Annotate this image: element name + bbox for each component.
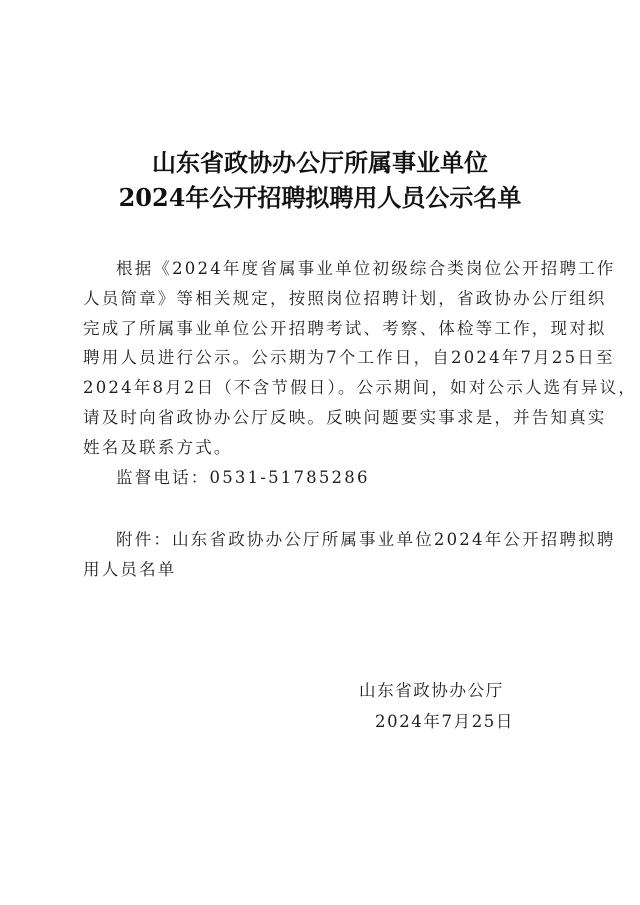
spacer bbox=[83, 492, 559, 525]
body-line-3: 完成了所属事业单位公开招聘考试、考察、体检等工作，现对拟 bbox=[83, 318, 607, 338]
attachment-line-2: 用人员名单 bbox=[83, 560, 177, 580]
title-line-2: 2024年公开招聘拟聘用人员公示名单 bbox=[118, 183, 522, 212]
body-line-2: 人员简章》等相关规定，按照岗位招聘计划，省政协办公厅组织 bbox=[83, 288, 607, 308]
signature-organization: 山东省政协办公厅 bbox=[359, 681, 504, 700]
body-line-1: 根据《2024年度省属事业单位初级综合类岗位公开招聘工作 bbox=[116, 259, 616, 278]
body-line-5: 2024年8月2日（不含节假日）。公示期间，如对公示人选有异议， bbox=[83, 378, 638, 398]
supervision-phone: 监督电话：0531-51785286 bbox=[116, 467, 370, 487]
document-title bbox=[0, 145, 640, 215]
signature-date: 2024年7月25日 bbox=[375, 712, 514, 731]
document-body bbox=[83, 254, 638, 585]
attachment-line-1: 附件：山东省政协办公厅所属事业单位2024年公开招聘拟聘 bbox=[116, 530, 616, 550]
body-line-6: 请及时向省政协办公厅反映。反映问题要实事求是，并告知真实 bbox=[83, 407, 607, 427]
body-line-4: 聘用人员进行公示。公示期为7个工作日，自2024年7月25日至 bbox=[83, 348, 615, 368]
title-line-1: 山东省政协办公厅所属事业单位 bbox=[152, 148, 488, 177]
body-line-7: 姓名及联系方式。 bbox=[83, 437, 233, 457]
